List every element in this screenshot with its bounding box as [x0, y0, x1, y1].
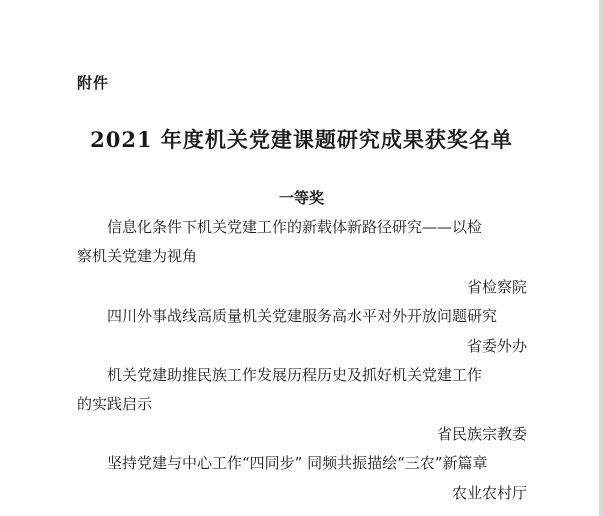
entry-1-title-line-1: 信息化条件下机关党建工作的新载体新路径研究——以检: [107, 218, 483, 236]
page-edge-divider: [599, 0, 603, 516]
entry-4-title-line-1: 坚持党建与中心工作“四同步” 同频共振描绘“三农”新篇章: [107, 454, 488, 472]
entry-1-title-line-2: 察机关党建为视角: [77, 247, 198, 265]
entry-2-title-line-1: 四川外事战线高质量机关党建服务高水平对外开放问题研究: [107, 307, 498, 325]
entry-4-unit: 农业农村厅: [451, 484, 527, 502]
entry-3-unit: 省民族宗教委: [436, 425, 527, 443]
entry-3-title-line-1: 机关党建助推民族工作发展历程历史及抓好机关党建工作: [107, 366, 483, 384]
document-title: 2021 年度机关党建课题研究成果获奖名单: [90, 127, 513, 152]
first-prize-heading: 一等奖: [278, 189, 324, 207]
entry-3-title-line-2: 的实践启示: [77, 395, 153, 413]
entry-1-unit: 省检察院: [466, 278, 527, 296]
attachment-label: 附件: [77, 74, 110, 92]
entry-2-unit: 省委外办: [466, 337, 527, 355]
